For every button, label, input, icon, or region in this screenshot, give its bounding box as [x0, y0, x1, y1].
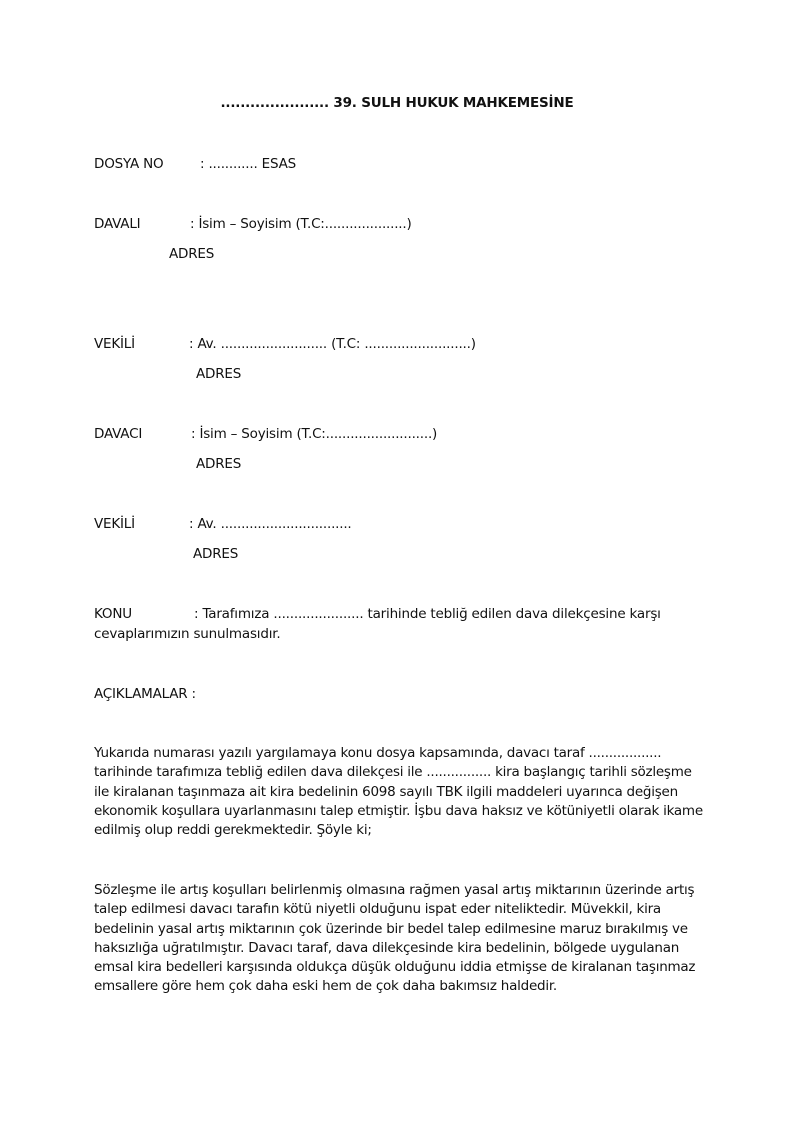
konu-value: : Tarafımıza ...................... tarihinde tebliğ edilen dava dilekçesine karşı: [194, 606, 661, 622]
davali-vekili-address: ADRES: [196, 366, 242, 382]
body-paragraph: [94, 881, 704, 997]
davali-vekili-value: : Av. .......................... (T.C: ..........................): [189, 336, 476, 352]
paragraph-text: Yukarıda numarası yazılı yargılamaya konu dosya kapsamında, davacı taraf .................. tarihinde tarafımıza tebliğ edilen dava dilekçesi ile ................ kira başlangıç tarihli sözleşme ile kiralanan taşınmaza ait kira bedelinin 6098 sayılı TBK ilgili maddeleri uyarınca değişen ekonomik koşullara uyarlanmasını talep etmiştir. İşbu dava haksız ve kötüniyetli olarak ikame edilmiş olup reddi gerekmektedir. Şöyle ki;: [94, 745, 703, 839]
body-paragraph: [94, 744, 704, 840]
konu-label: KONU: [94, 606, 132, 622]
court-title: ...................... 39. SULH HUKUK MAHKEMESİNE: [220, 95, 574, 111]
davaci-address: ADRES: [196, 456, 242, 472]
dosya-no-value: : ............ ESAS: [200, 156, 296, 172]
davaci-value: : İsim – Soyisim (T.C:..........................): [191, 426, 438, 442]
davali-vekili-label: VEKİLİ: [94, 336, 135, 352]
davali-label: DAVALI: [94, 216, 141, 232]
aciklamalar-heading: AÇIKLAMALAR :: [94, 686, 196, 702]
davali-address: ADRES: [169, 246, 215, 262]
davaci-vekili-label: VEKİLİ: [94, 516, 135, 532]
davaci-vekili-value: : Av. ................................: [189, 516, 352, 532]
paragraph-text: Sözleşme ile artış koşulları belirlenmiş olmasına rağmen yasal artış miktarının üzerinde artış talep edilmesi davacı tarafın kötü niyetli olduğunu ispat eder niteliktedir. Müvekkil, kira bedelinin yasal artış miktarının çok üzerinde bir bedel talep edilmesine maruz bırakılmış ve haksızlığa uğratılmıştır. Davacı taraf, dava dilekçesinde kira bedelinin, bölgede uygulanan emsal kira bedelleri karşısında oldukça düşük olduğunu iddia etmişse de kiralanan taşınmaz emsallere göre hem çok daha eski hem de çok daha bakımsız haldedir.: [94, 882, 696, 995]
konu-continuation: cevaplarımızın sunulmasıdır.: [94, 626, 281, 642]
dosya-no-label: DOSYA NO: [94, 156, 164, 172]
davaci-label: DAVACI: [94, 426, 143, 442]
davali-value: : İsim – Soyisim (T.C:....................): [190, 216, 412, 232]
davaci-vekili-address: ADRES: [193, 546, 239, 562]
